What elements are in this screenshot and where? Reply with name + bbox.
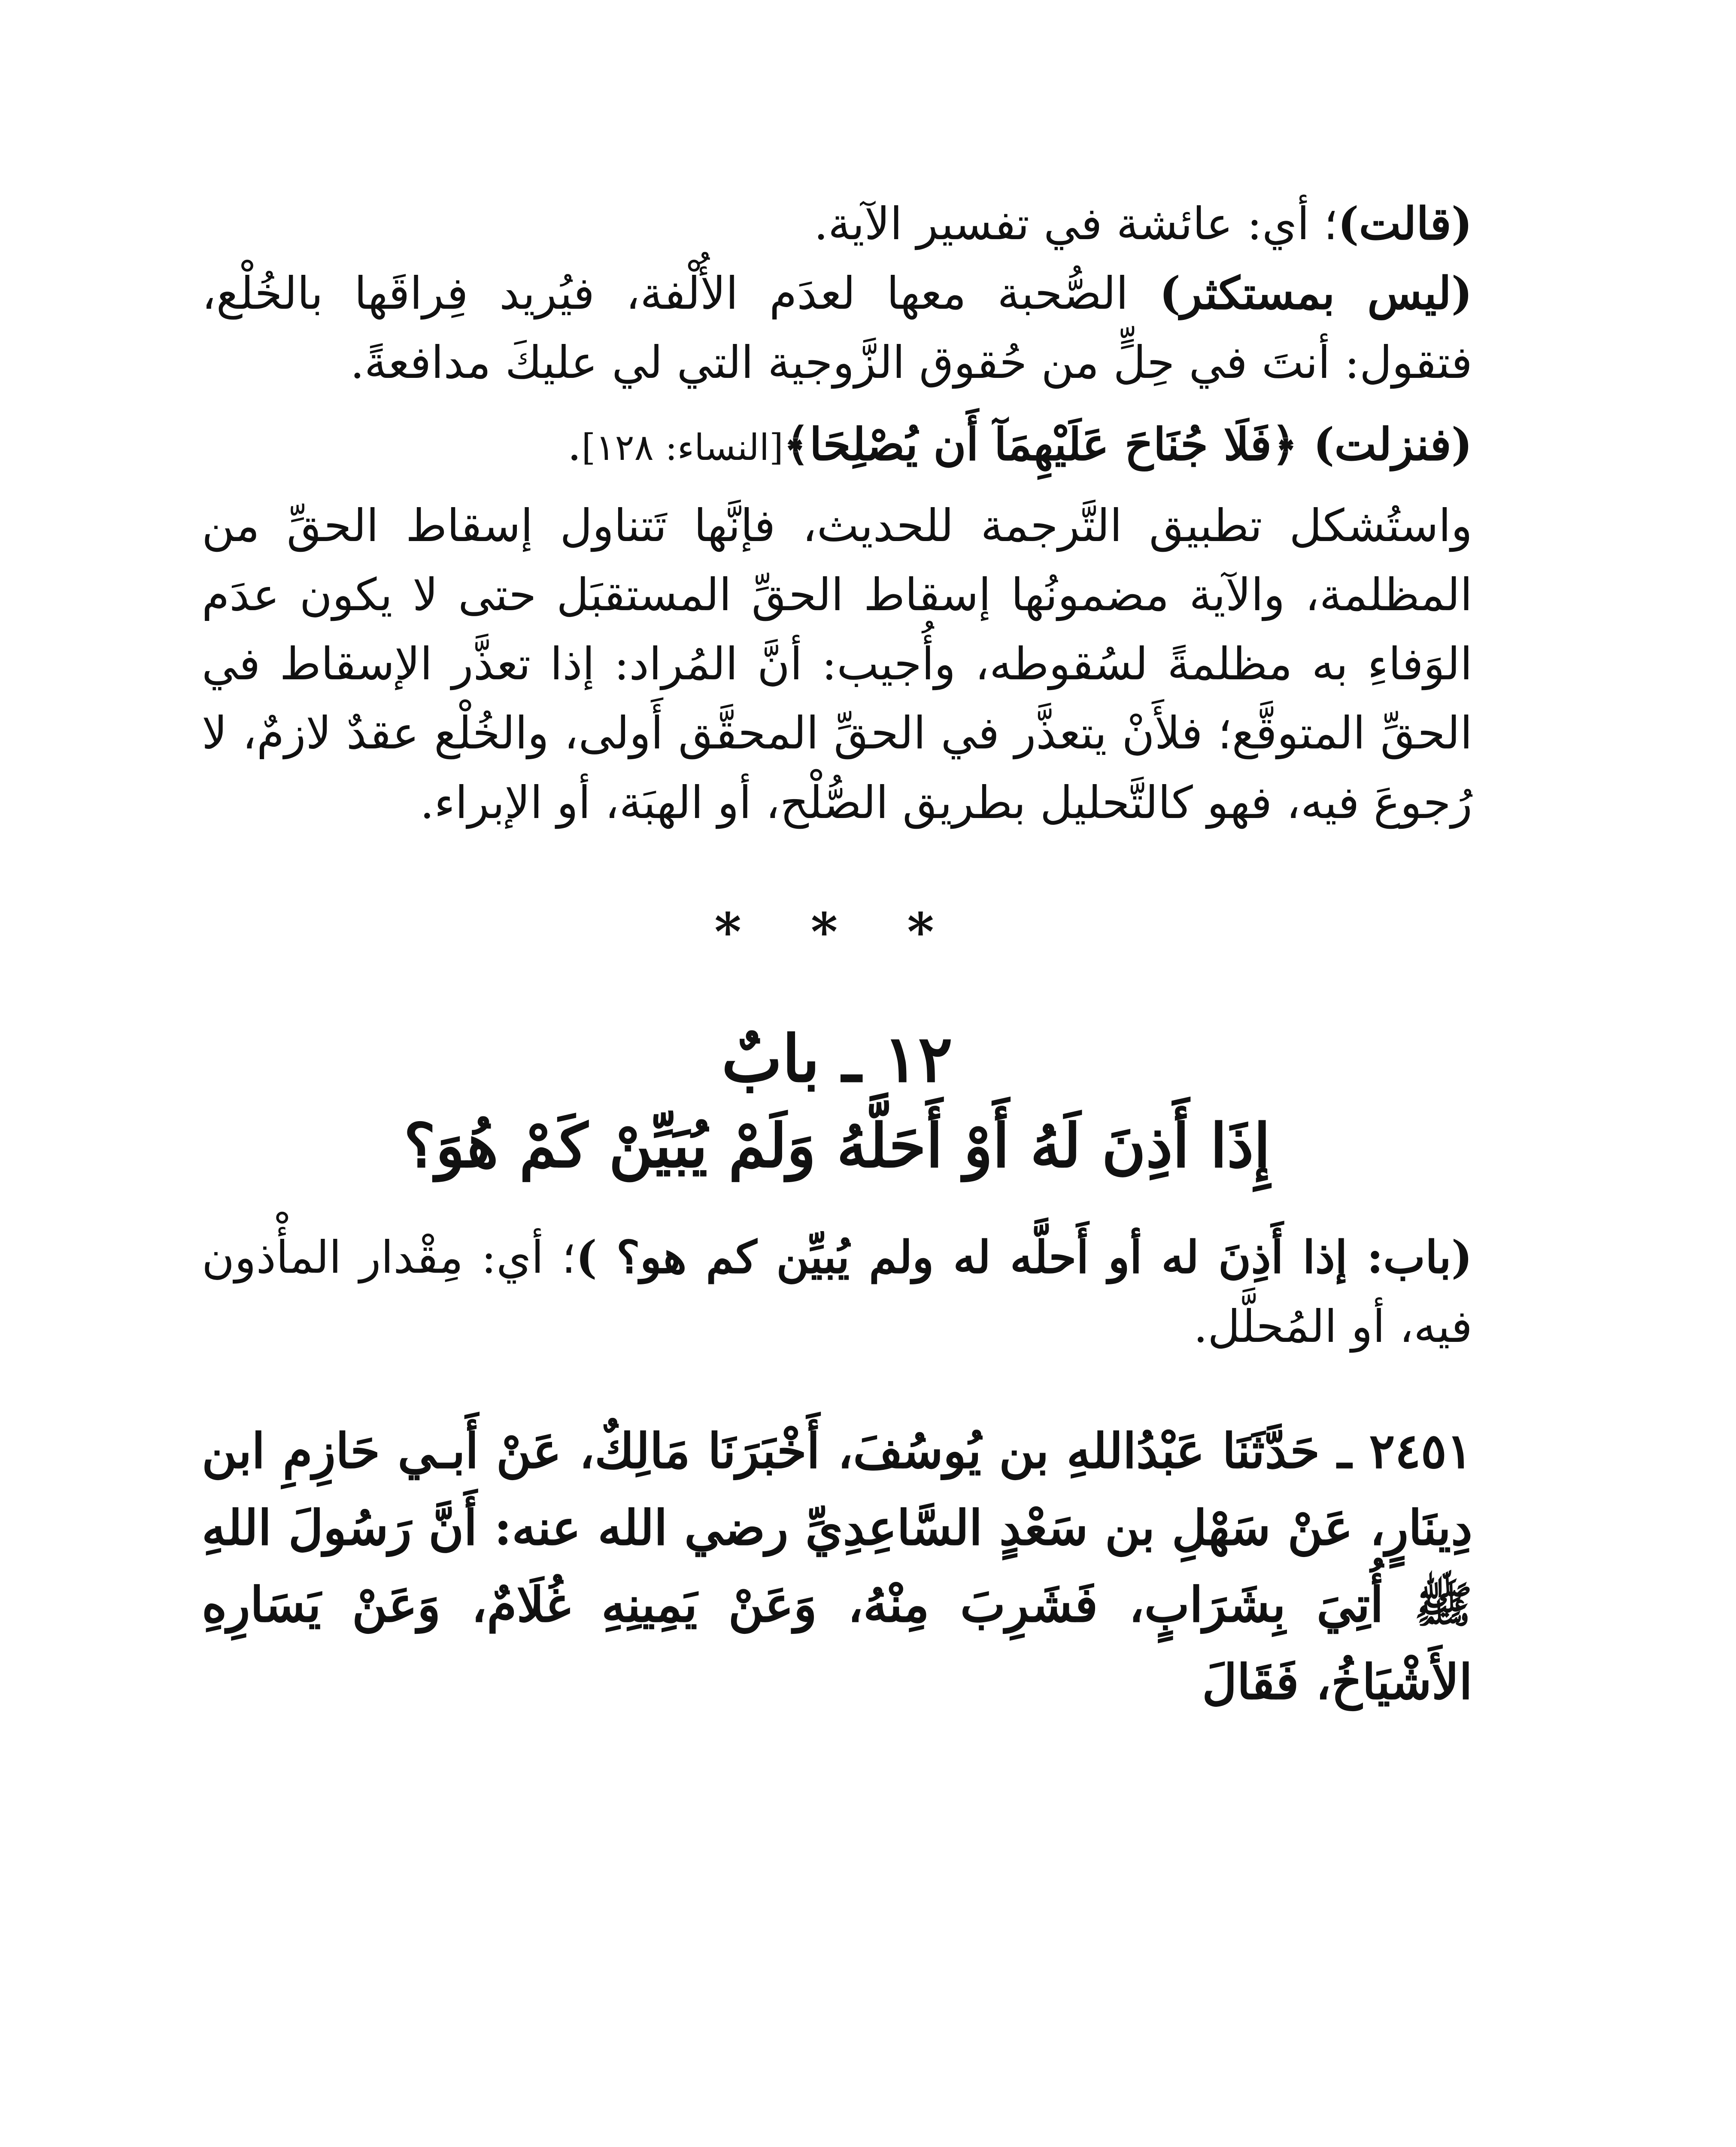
paragraph-text: ؛ أي: عائشة في تفسير الآية.: [814, 198, 1338, 250]
paragraph-qalat: [202, 189, 1472, 258]
keyword: (فنزلت): [1313, 417, 1472, 471]
punctuation: .: [567, 418, 582, 471]
hadith-text: ٢٤٥١ ـ حَدَّثَنَا عَبْدُاللهِ بن يُوسُفَ، أَخْبَرَنَا مَالِكٌ، عَنْ أَبـي حَازِمِ ابن دِينَارٍ، عَنْ سَهْلِ بن سَعْدٍ السَّاعِدِيِّ رضي الله عنه: أَنَّ رَسُولَ اللهِ ﷺ أُتِيَ بِشَرَابٍ، فَشَرِبَ مِنْهُ، وَعَنْ يَمِينِهِ غُلَامٌ، وَعَنْ يَسَارِهِ الأَشْيَاخُ، فَقَالَ: [202, 1423, 1472, 1710]
paragraph-text: الصُّحبة معها لعدَم الأُلْفة، فيُريد فِراقَها بالخُلْع، فتقول: أنتَ في حِلٍّ من حُقوق الزَّوجية التي لي عليكَ مدافعةً.: [202, 267, 1472, 389]
keyword: (ليس بمستكثر): [1159, 267, 1472, 320]
paragraph-text: ؛ أي: مِقْدار المأْذون فيه، أو المُحلَّل.: [202, 1231, 1472, 1353]
paragraph-laysa: [202, 258, 1472, 397]
page-body: [202, 189, 1472, 2147]
chapter-number: ١٢ ـ بابٌ: [721, 1021, 953, 1097]
section-separator: * * *: [714, 901, 960, 962]
keyword: (باب: إذا أَذِنَ له أو أَحلَّه له ولم يُبيِّن كم هو؟ ): [576, 1230, 1472, 1283]
chapter-title: إِذَا أَذِنَ لَهُ أَوْ أَحَلَّهُ وَلَمْ يُبَيِّنْ كَمْ هُوَ؟: [404, 1110, 1271, 1181]
verse-reference: [النساء: ١٢٨]: [581, 426, 783, 468]
paragraph-bab: [202, 1223, 1472, 1361]
paragraph-explanation: واستُشكل تطبيق التَّرجمة للحديث، فإنَّها تَتناول إسقاط الحقِّ من المظلمة، والآية مضمونُها إسقاط الحقِّ المستقبَل حتى لا يكون عدَم الوَفاءِ به مظلمةً لسُقوطه، وأُجيب: أنَّ المُراد: إذا تعذَّر الإسقاط في الحقِّ المتوقَّع؛ فلأَنْ يتعذَّر في الحقِّ المحقَّق أَولى، والخُلْع عقدٌ لازمٌ، لا رُجوعَ فيه، فهو كالتَّحليل بطريق الصُّلْح، أو الهبَة، أو الإبراء.: [202, 499, 1472, 829]
keyword: (قالت): [1338, 197, 1472, 250]
paragraph-fanazalat: [202, 410, 1472, 479]
quran-verse: ﴿فَلَا جُنَاحَ عَلَيْهِمَآ أَن يُصْلِحَا﴾: [783, 417, 1314, 471]
